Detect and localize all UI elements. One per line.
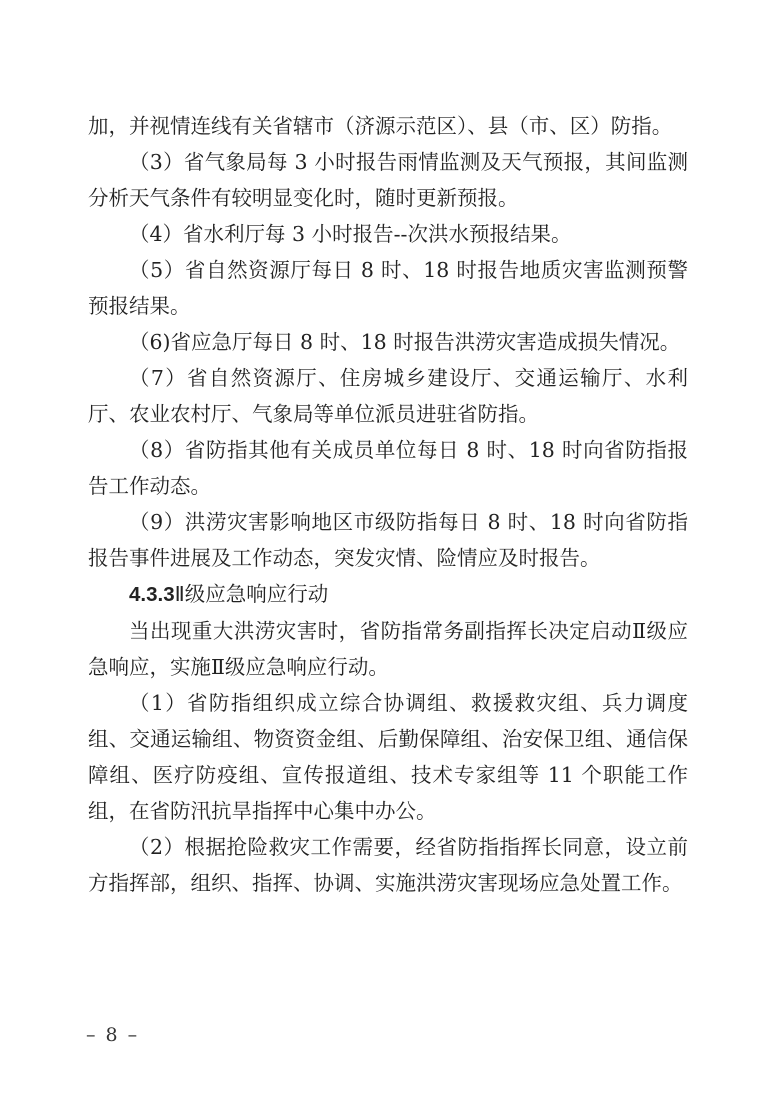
paragraph: （4）省水利厅每 3 小时报告--次洪水预报结果。 — [129, 222, 572, 246]
section-heading-number: 4.3.3 — [129, 583, 175, 606]
paragraph: （6)省应急厅每日 8 时、18 时报告洪涝灾害造成损失情况。 — [129, 330, 681, 354]
paragraph: （3）省气象局每 3 小时报告雨情监测及天气预报，其间监测分析天气条件有较明显变化时，随时更新预报。 — [88, 150, 688, 210]
page-number: – 8 – — [86, 1024, 140, 1046]
paragraph: （1）省防指组织成立综合协调组、救援救灾组、兵力调度组、交通运输组、物资资金组、后勤保障组、治安保卫组、通信保障组、医疗防疫组、宣传报道组、技术专家组等 11 个职能工作组，在省防汛抗旱指挥中心集中办公。 — [88, 691, 688, 823]
paragraph: （2）根据抢险救灾工作需要，经省防指指挥长同意，设立前方指挥部，组织、指挥、协调、实施洪涝灾害现场应急处置工作。 — [88, 835, 688, 895]
paragraph: 当出现重大洪涝灾害时，省防指常务副指挥长决定启动Ⅱ级应急响应，实施Ⅱ级应急响应行动。 — [88, 619, 688, 679]
section-heading-title: Ⅱ级应急响应行动 — [174, 582, 329, 606]
paragraph: （9）洪涝灾害影响地区市级防指每日 8 时、18 时向省防指报告事件进展及工作动态，突发灾情、险情应及时报告。 — [88, 510, 688, 570]
paragraph: （7）省自然资源厅、住房城乡建设厅、交通运输厅、水利厅、农业农村厅、气象局等单位派员进驻省防指。 — [88, 366, 688, 426]
paragraph: （5）省自然资源厅每日 8 时、18 时报告地质灾害监测预警预报结果。 — [88, 258, 688, 318]
section-heading — [88, 576, 688, 613]
document-body — [88, 108, 688, 901]
paragraph: 加，并视情连线有关省辖市（济源示范区）、县（市、区）防指。 — [88, 114, 673, 138]
paragraph: （8）省防指其他有关成员单位每日 8 时、18 时向省防指报告工作动态。 — [88, 438, 688, 498]
